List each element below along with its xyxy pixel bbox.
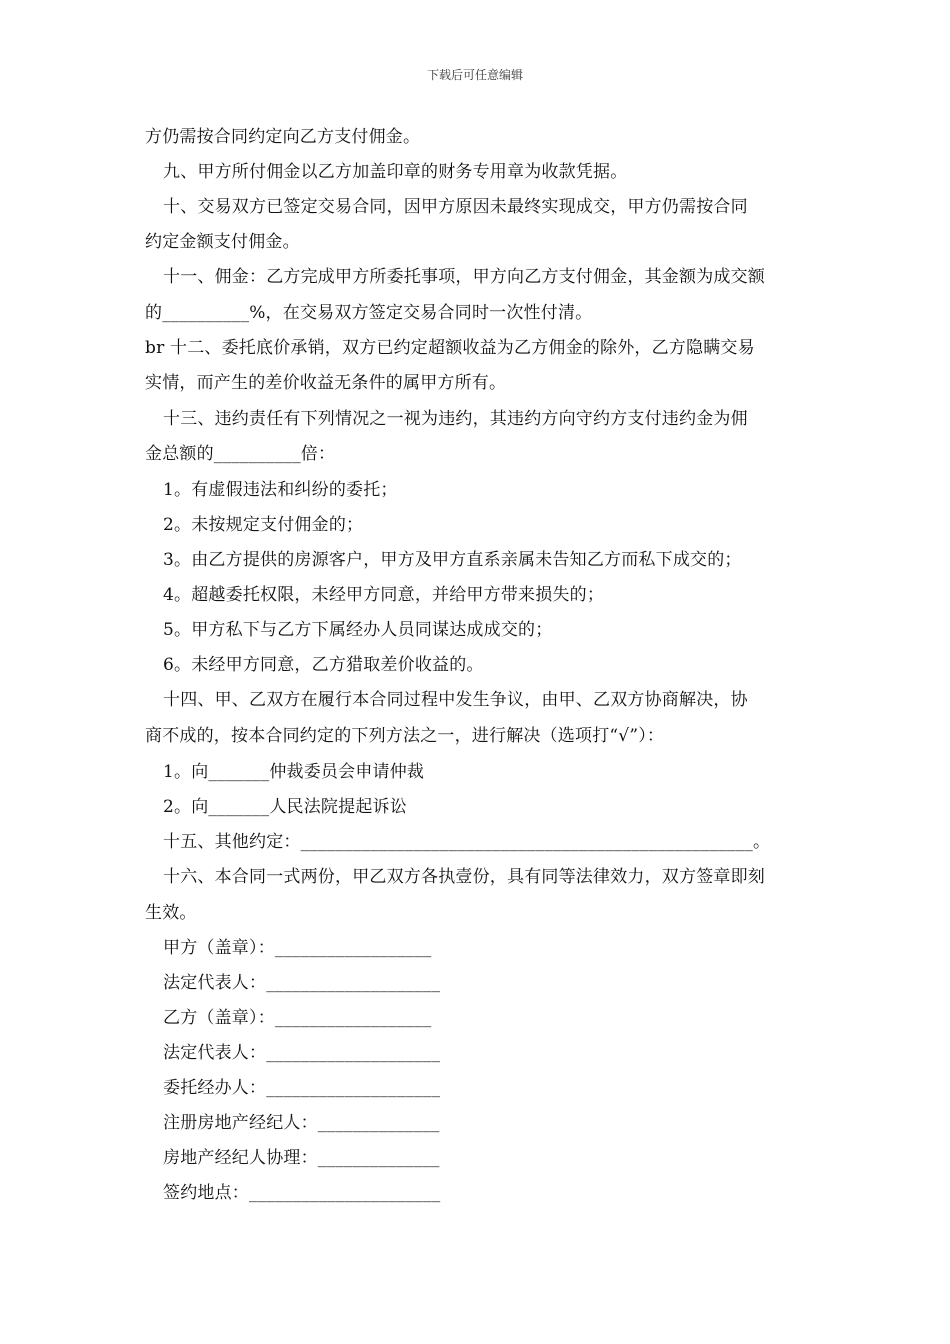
- clause-15: 十五、其他约定：____________________________________________________。: [163, 832, 771, 852]
- list-item: 5。甲方私下与乙方下属经办人员同谋达成成交的；: [163, 620, 553, 640]
- list-item: 3。由乙方提供的房源客户，甲方及甲方直系亲属未告知乙方而私下成交的；: [163, 550, 742, 570]
- signature-field: 法定代表人：____________________: [163, 1043, 441, 1063]
- signature-field: 委托经办人：____________________: [163, 1078, 441, 1098]
- text-line: 约定金额支付佣金。: [145, 232, 300, 252]
- signature-field: 乙方（盖章）：__________________: [163, 1008, 432, 1028]
- clause-13: 十三、违约责任有下列情况之一视为违约，其违约方向守约方支付违约金为佣: [163, 409, 748, 429]
- page-header: 下载后可任意编辑: [426, 68, 523, 82]
- list-item: 4。超越委托权限，未经甲方同意，并给甲方带来损失的；: [163, 585, 605, 605]
- list-item: 2。向_______人民法院提起诉讼: [163, 797, 407, 817]
- text-line: 金总额的__________倍：: [145, 444, 336, 464]
- text-line: 方仍需按合同约定向乙方支付佣金。: [145, 127, 421, 147]
- list-item: 2。未按规定支付佣金的；: [163, 515, 364, 535]
- text-line: 生效。: [145, 903, 197, 923]
- text-line: 商不成的，按本合同约定的下列方法之一，进行解决（选项打“√”）：: [145, 726, 665, 746]
- signature-field: 签约地点：______________________: [163, 1183, 441, 1203]
- signature-field: 注册房地产经纪人：______________: [163, 1113, 440, 1133]
- signature-field: 房地产经纪人协理：______________: [163, 1148, 440, 1168]
- list-item: 6。未经甲方同意，乙方猎取差价收益的。: [163, 655, 484, 675]
- signature-field: 甲方（盖章）：__________________: [163, 938, 432, 958]
- text-line: 的__________%，在交易双方签定交易合同时一次性付清。: [145, 303, 593, 323]
- clause-9: 九、甲方所付佣金以乙方加盖印章的财务专用章为收款凭据。: [163, 162, 628, 182]
- clause-12: br 十二、委托底价承销，双方已约定超额收益为乙方佣金的除外，乙方隐瞒交易: [145, 338, 755, 358]
- clause-11: 十一、佣金：乙方完成甲方所委托事项，甲方向乙方支付佣金，其金额为成交额: [163, 267, 765, 287]
- list-item: 1。向_______仲裁委员会申请仲裁: [163, 762, 425, 782]
- signature-field: 法定代表人：____________________: [163, 973, 441, 993]
- list-item: 1。有虚假违法和纠纷的委托；: [163, 480, 398, 500]
- text-line: 实情，而产生的差价收益无条件的属甲方所有。: [145, 373, 507, 393]
- clause-16: 十六、本合同一式两份，甲乙双方各执壹份，具有同等法律效力，双方签章即刻: [163, 867, 765, 887]
- clause-10: 十、交易双方已签定交易合同，因甲方原因未最终实现成交，甲方仍需按合同: [163, 197, 748, 217]
- clause-14: 十四、甲、乙双方在履行本合同过程中发生争议，由甲、乙双方协商解决，协: [163, 690, 748, 710]
